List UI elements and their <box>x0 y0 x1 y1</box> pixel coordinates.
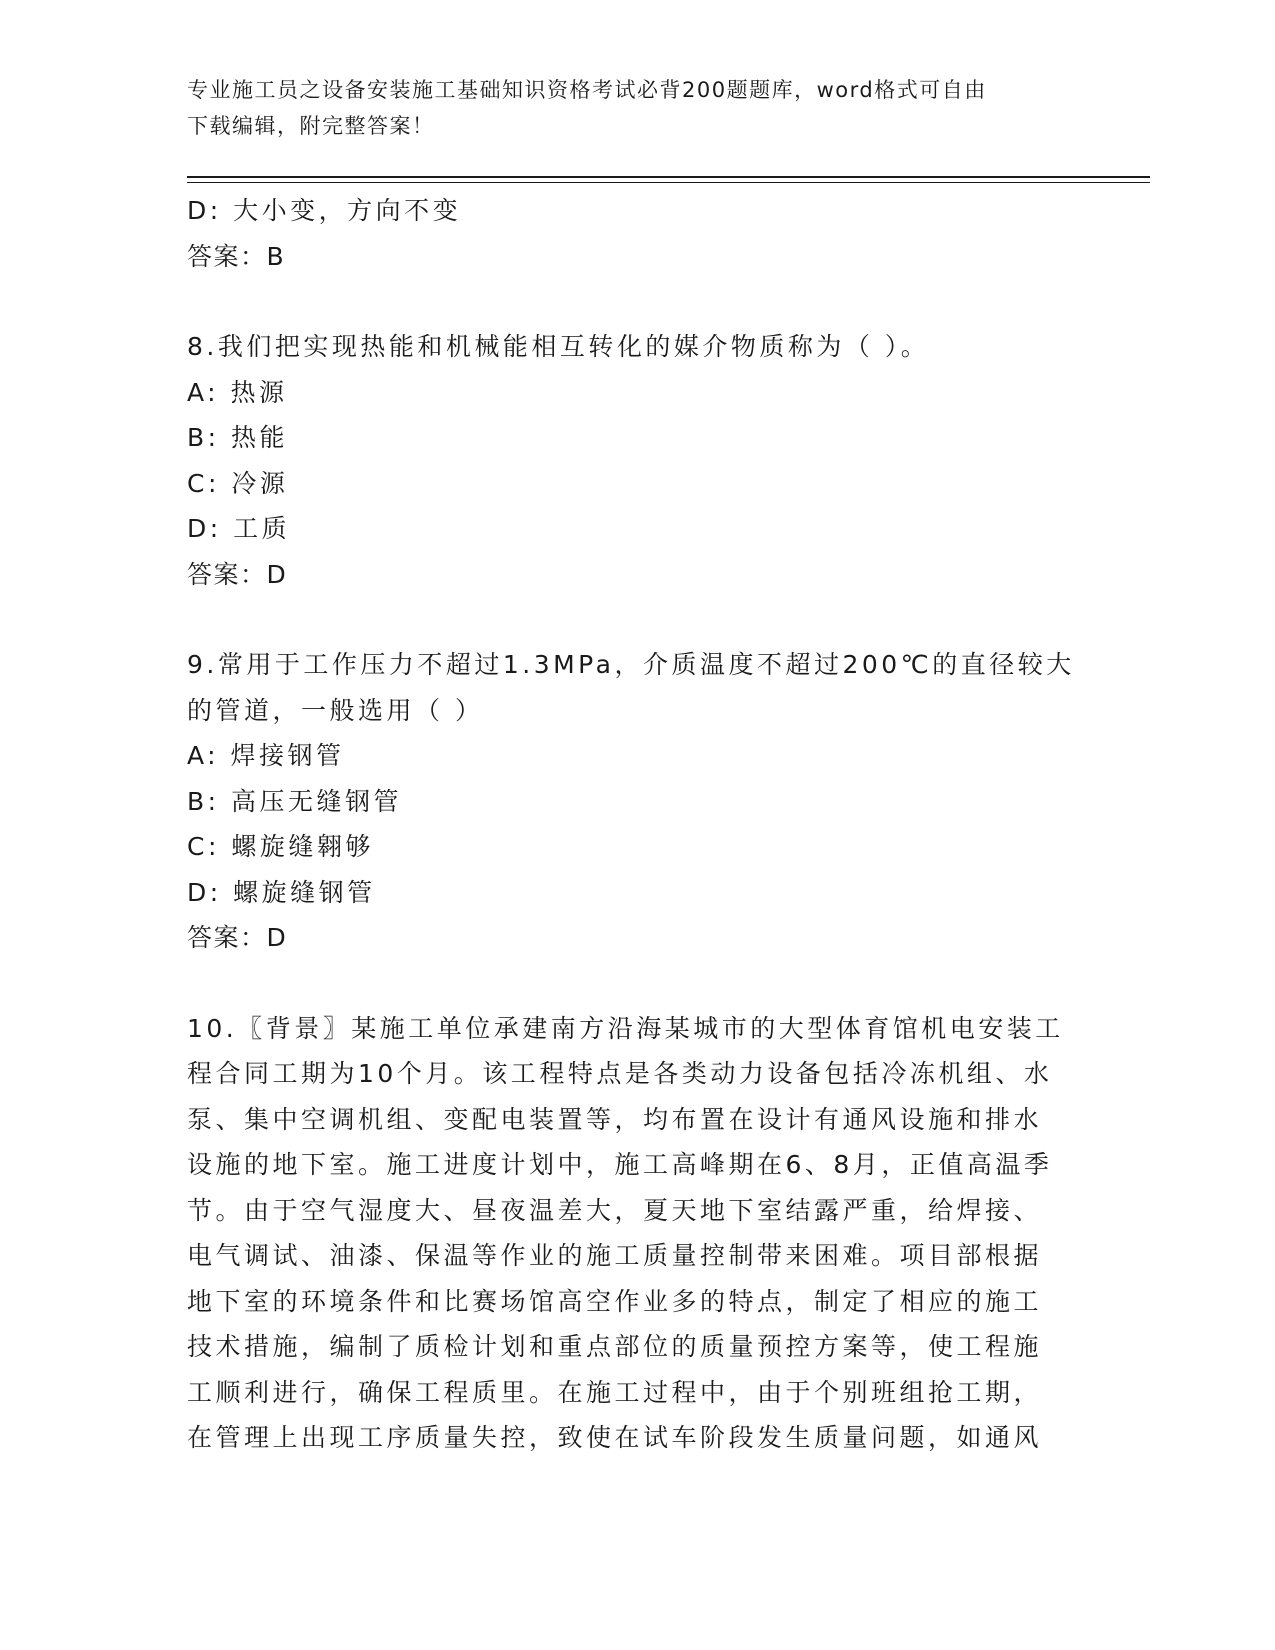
header-rule-thin <box>187 182 1150 183</box>
header-rule-thick <box>187 176 1150 178</box>
q10-line: 电气调试、油漆、保温等作业的施工质量控制带来困难。项目部根据 <box>187 1241 1043 1270</box>
document-body <box>187 188 1087 1461</box>
q8-option-d: D: 工质 <box>187 514 291 543</box>
q9-option-a: A: 焊接钢管 <box>187 741 345 770</box>
q10-line: 泵、集中空调机组、变配电装置等，均布置在设计有通风设施和排水 <box>187 1104 1043 1134</box>
spacer <box>187 961 1087 1006</box>
question-8 <box>187 324 1087 597</box>
question-10 <box>187 1006 1087 1461</box>
q8-question: 8.我们把实现热能和机械能相互转化的媒介物质称为（ ）。 <box>187 332 930 361</box>
q9-option-b: B: 高压无缝钢管 <box>187 786 403 816</box>
q10-line: 地下室的环境条件和比赛场馆高空作业多的特点，制定了相应的施工 <box>187 1286 1043 1316</box>
document-header <box>187 72 1067 144</box>
q9-question-line-2: 的管道，一般选用（ ） <box>187 695 484 725</box>
spacer <box>187 279 1087 324</box>
q9-answer: 答案：D <box>187 923 288 952</box>
q10-line: 节。由于空气湿度大、昼夜温差大，夏天地下室结露严重，给焊接、 <box>187 1195 1043 1225</box>
q9-option-c: C: 螺旋缝翱够 <box>187 832 374 861</box>
q10-line: 工顺利进行，确保工程质里。在施工过程中，由于个别班组抢工期， <box>187 1377 1043 1407</box>
q10-line: 程合同工期为10个月。该工程特点是各类动力设备包括冷冻机组、水 <box>187 1059 1053 1088</box>
q9-question-line-1: 9.常用于工作压力不超过1.3MPa，介质温度不超过200℃的直径较大 <box>187 650 1075 679</box>
q10-line: 10.〖背景〗某施工单位承建南方沿海某城市的大型体育馆机电安装工 <box>187 1013 1064 1043</box>
header-line-2: 下载编辑，附完整答案！ <box>187 114 435 138</box>
q7-option-d: D: 大小变，方向不变 <box>187 196 462 225</box>
q8-option-c: C: 冷源 <box>187 468 289 498</box>
q8-answer: 答案：D <box>187 559 288 589</box>
question-9 <box>187 642 1087 961</box>
header-line-1: 专业施工员之设备安装施工基础知识资格考试必背200题题库，word格式可自由 <box>187 78 987 102</box>
q10-line: 技术措施，编制了质检计划和重点部位的质量预控方案等，使工程施 <box>187 1332 1043 1361</box>
q8-option-b: B: 热能 <box>187 423 289 452</box>
q8-option-a: A: 热源 <box>187 377 288 407</box>
q9-option-d: D: 螺旋缝钢管 <box>187 877 376 907</box>
q10-line: 设施的地下室。施工进度计划中，施工高峰期在6、8月，正值高温季 <box>187 1150 1053 1179</box>
question-7-tail <box>187 188 1087 279</box>
q7-answer: 答案：B <box>187 241 286 271</box>
spacer <box>187 597 1087 642</box>
q10-line: 在管理上出现工序质量失控，致使在试车阶段发生质量问题，如通风 <box>187 1423 1043 1452</box>
